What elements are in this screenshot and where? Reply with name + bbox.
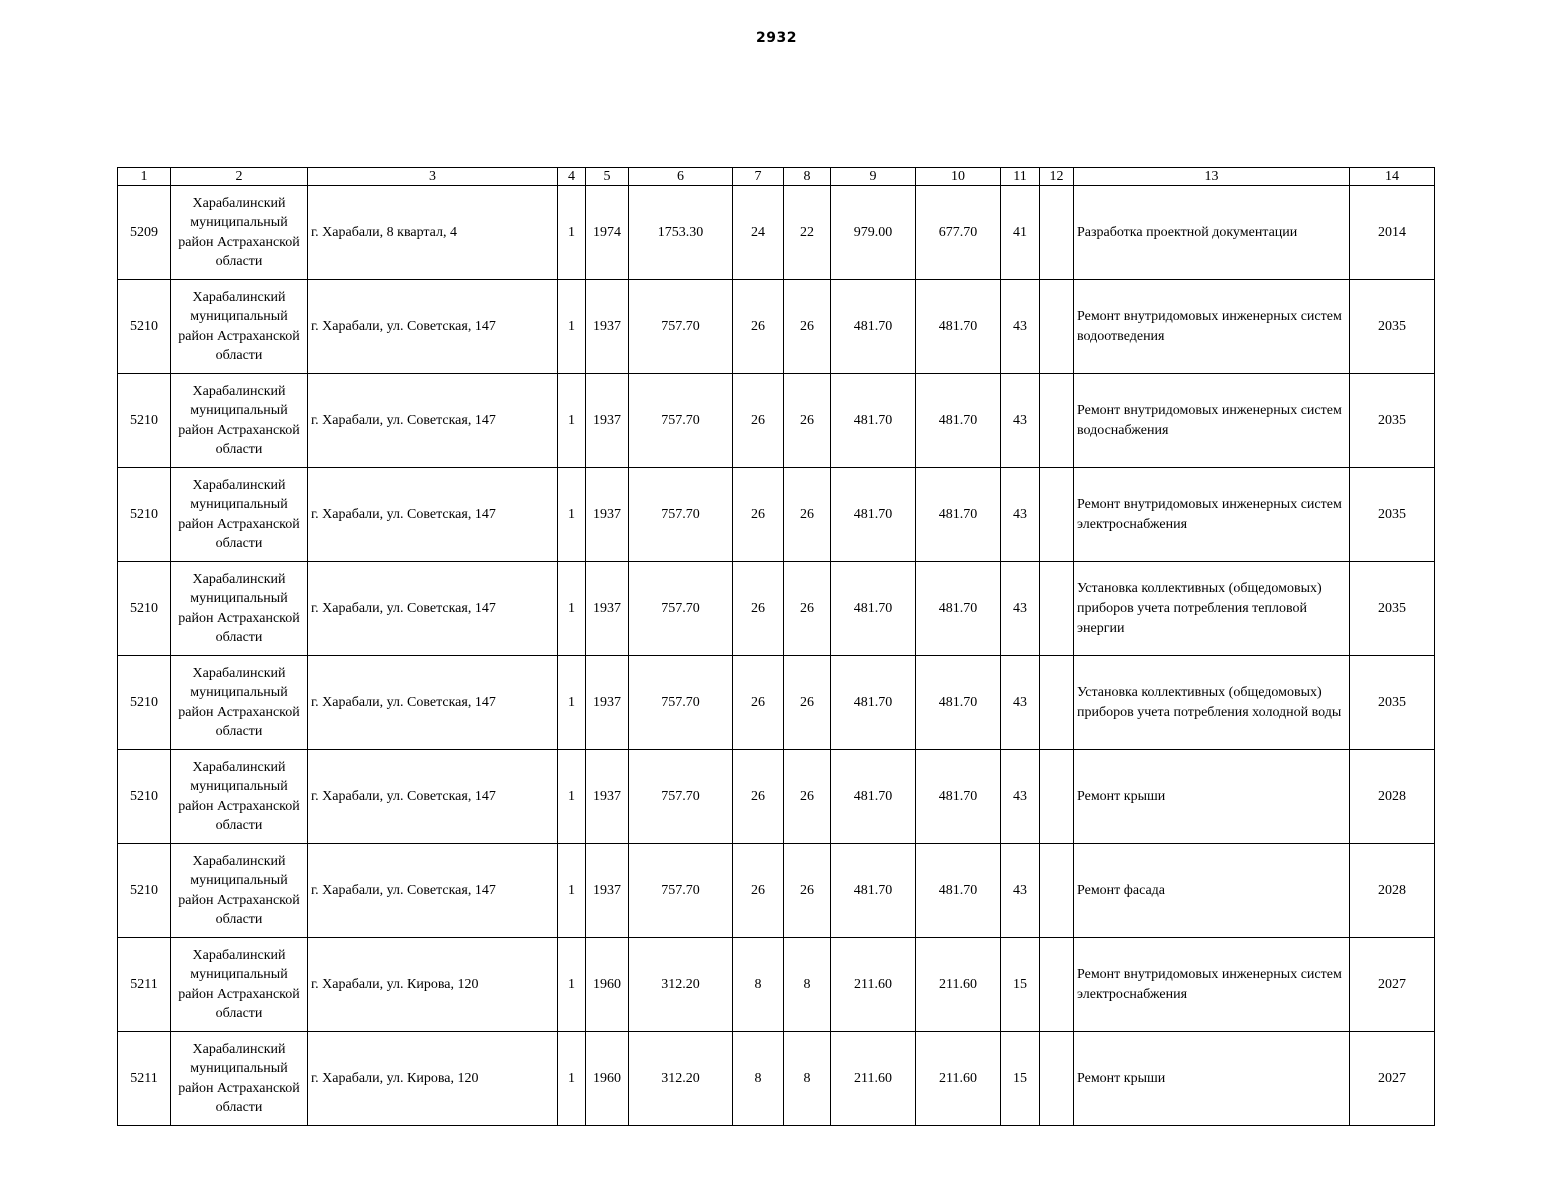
cell-col-11: 43	[1001, 656, 1040, 750]
column-header-11: 11	[1001, 168, 1040, 186]
cell-col-10: 481.70	[916, 656, 1001, 750]
cell-plan-year: 2028	[1350, 844, 1435, 938]
cell-area-total: 757.70	[629, 280, 733, 374]
cell-work-type: Ремонт внутридомовых инженерных систем водоотведения	[1074, 280, 1350, 374]
cell-address: г. Харабали, ул. Советская, 147	[308, 750, 558, 844]
table-row	[118, 750, 1435, 844]
cell-col-9: 481.70	[831, 374, 916, 468]
cell-area-total: 757.70	[629, 844, 733, 938]
cell-col-10: 481.70	[916, 468, 1001, 562]
cell-col-4: 1	[558, 750, 586, 844]
column-header-6: 6	[629, 168, 733, 186]
cell-plan-year: 2035	[1350, 468, 1435, 562]
cell-municipality: Харабалинский муниципальный район Астраханской области	[171, 938, 308, 1032]
cell-col-11: 43	[1001, 844, 1040, 938]
cell-municipality: Харабалинский муниципальный район Астраханской области	[171, 280, 308, 374]
cell-col-11: 43	[1001, 750, 1040, 844]
cell-work-type: Ремонт крыши	[1074, 1032, 1350, 1126]
cell-plan-year: 2014	[1350, 186, 1435, 280]
cell-col-4: 1	[558, 844, 586, 938]
cell-col-7: 8	[733, 938, 784, 1032]
cell-address: г. Харабали, ул. Советская, 147	[308, 280, 558, 374]
cell-area-total: 757.70	[629, 562, 733, 656]
column-header-2: 2	[171, 168, 308, 186]
cell-municipality: Харабалинский муниципальный район Астраханской области	[171, 186, 308, 280]
cell-col-10: 481.70	[916, 750, 1001, 844]
cell-col-9: 211.60	[831, 938, 916, 1032]
cell-col-4: 1	[558, 374, 586, 468]
cell-year: 1974	[586, 186, 629, 280]
cell-address: г. Харабали, 8 квартал, 4	[308, 186, 558, 280]
cell-year: 1937	[586, 750, 629, 844]
cell-id: 5210	[118, 280, 171, 374]
cell-col-12	[1040, 1032, 1074, 1126]
cell-col-11: 15	[1001, 1032, 1040, 1126]
cell-col-4: 1	[558, 1032, 586, 1126]
cell-year: 1937	[586, 280, 629, 374]
cell-col-4: 1	[558, 656, 586, 750]
cell-col-4: 1	[558, 186, 586, 280]
cell-municipality: Харабалинский муниципальный район Астраханской области	[171, 1032, 308, 1126]
table-row	[118, 280, 1435, 374]
cell-col-12	[1040, 844, 1074, 938]
cell-col-7: 26	[733, 280, 784, 374]
cell-work-type: Ремонт крыши	[1074, 750, 1350, 844]
table-header-row	[118, 168, 1435, 186]
registry-table	[117, 167, 1435, 1126]
cell-col-9: 211.60	[831, 1032, 916, 1126]
cell-year: 1937	[586, 562, 629, 656]
cell-work-type: Установка коллективных (общедомовых) приборов учета потребления холодной воды	[1074, 656, 1350, 750]
cell-id: 5210	[118, 468, 171, 562]
cell-col-9: 481.70	[831, 280, 916, 374]
cell-id: 5210	[118, 656, 171, 750]
cell-col-8: 22	[784, 186, 831, 280]
cell-municipality: Харабалинский муниципальный район Астраханской области	[171, 374, 308, 468]
cell-id: 5210	[118, 374, 171, 468]
cell-col-4: 1	[558, 280, 586, 374]
table-row	[118, 374, 1435, 468]
cell-municipality: Харабалинский муниципальный район Астраханской области	[171, 468, 308, 562]
cell-area-total: 757.70	[629, 750, 733, 844]
column-header-3: 3	[308, 168, 558, 186]
cell-address: г. Харабали, ул. Советская, 147	[308, 468, 558, 562]
cell-col-11: 43	[1001, 280, 1040, 374]
cell-address: г. Харабали, ул. Советская, 147	[308, 656, 558, 750]
cell-col-7: 26	[733, 656, 784, 750]
cell-plan-year: 2035	[1350, 374, 1435, 468]
cell-col-9: 481.70	[831, 750, 916, 844]
column-header-14: 14	[1350, 168, 1435, 186]
cell-plan-year: 2028	[1350, 750, 1435, 844]
table-row	[118, 656, 1435, 750]
cell-municipality: Харабалинский муниципальный район Астраханской области	[171, 656, 308, 750]
cell-year: 1937	[586, 844, 629, 938]
cell-col-7: 26	[733, 374, 784, 468]
cell-plan-year: 2035	[1350, 656, 1435, 750]
table-row	[118, 186, 1435, 280]
cell-col-11: 43	[1001, 562, 1040, 656]
page-number: 2932	[756, 30, 797, 46]
cell-col-9: 481.70	[831, 656, 916, 750]
cell-col-4: 1	[558, 938, 586, 1032]
cell-col-8: 26	[784, 844, 831, 938]
cell-col-10: 481.70	[916, 844, 1001, 938]
cell-col-8: 26	[784, 374, 831, 468]
cell-work-type: Ремонт внутридомовых инженерных систем электроснабжения	[1074, 938, 1350, 1032]
cell-address: г. Харабали, ул. Советская, 147	[308, 844, 558, 938]
cell-id: 5211	[118, 1032, 171, 1126]
cell-col-7: 8	[733, 1032, 784, 1126]
column-header-8: 8	[784, 168, 831, 186]
table-row	[118, 844, 1435, 938]
cell-col-12	[1040, 374, 1074, 468]
cell-col-8: 26	[784, 750, 831, 844]
cell-col-12	[1040, 468, 1074, 562]
cell-col-9: 481.70	[831, 562, 916, 656]
table-row	[118, 468, 1435, 562]
cell-col-7: 26	[733, 844, 784, 938]
cell-col-8: 8	[784, 1032, 831, 1126]
table-row	[118, 1032, 1435, 1126]
cell-work-type: Разработка проектной документации	[1074, 186, 1350, 280]
table-row	[118, 562, 1435, 656]
cell-col-10: 481.70	[916, 374, 1001, 468]
cell-work-type: Ремонт внутридомовых инженерных систем водоснабжения	[1074, 374, 1350, 468]
cell-col-11: 43	[1001, 468, 1040, 562]
cell-address: г. Харабали, ул. Кирова, 120	[308, 938, 558, 1032]
column-header-1: 1	[118, 168, 171, 186]
cell-id: 5211	[118, 938, 171, 1032]
cell-col-4: 1	[558, 468, 586, 562]
cell-col-12	[1040, 280, 1074, 374]
cell-col-7: 26	[733, 562, 784, 656]
cell-work-type: Ремонт внутридомовых инженерных систем электроснабжения	[1074, 468, 1350, 562]
cell-id: 5210	[118, 750, 171, 844]
cell-work-type: Ремонт фасада	[1074, 844, 1350, 938]
cell-plan-year: 2035	[1350, 280, 1435, 374]
cell-col-11: 15	[1001, 938, 1040, 1032]
cell-address: г. Харабали, ул. Советская, 147	[308, 562, 558, 656]
column-header-4: 4	[558, 168, 586, 186]
cell-area-total: 757.70	[629, 656, 733, 750]
cell-address: г. Харабали, ул. Советская, 147	[308, 374, 558, 468]
cell-year: 1937	[586, 374, 629, 468]
cell-col-8: 26	[784, 280, 831, 374]
column-header-13: 13	[1074, 168, 1350, 186]
cell-col-7: 26	[733, 468, 784, 562]
column-header-10: 10	[916, 168, 1001, 186]
cell-col-11: 41	[1001, 186, 1040, 280]
cell-address: г. Харабали, ул. Кирова, 120	[308, 1032, 558, 1126]
cell-col-9: 481.70	[831, 844, 916, 938]
column-header-9: 9	[831, 168, 916, 186]
column-header-12: 12	[1040, 168, 1074, 186]
cell-area-total: 757.70	[629, 468, 733, 562]
cell-plan-year: 2035	[1350, 562, 1435, 656]
cell-col-8: 26	[784, 656, 831, 750]
cell-col-8: 26	[784, 468, 831, 562]
cell-year: 1937	[586, 656, 629, 750]
cell-col-11: 43	[1001, 374, 1040, 468]
cell-area-total: 312.20	[629, 938, 733, 1032]
cell-col-7: 24	[733, 186, 784, 280]
cell-area-total: 312.20	[629, 1032, 733, 1126]
cell-municipality: Харабалинский муниципальный район Астраханской области	[171, 562, 308, 656]
cell-year: 1937	[586, 468, 629, 562]
cell-year: 1960	[586, 1032, 629, 1126]
cell-area-total: 1753.30	[629, 186, 733, 280]
cell-col-9: 979.00	[831, 186, 916, 280]
cell-col-12	[1040, 186, 1074, 280]
cell-col-9: 481.70	[831, 468, 916, 562]
cell-col-8: 8	[784, 938, 831, 1032]
cell-year: 1960	[586, 938, 629, 1032]
cell-id: 5209	[118, 186, 171, 280]
column-header-5: 5	[586, 168, 629, 186]
cell-col-12	[1040, 656, 1074, 750]
cell-col-12	[1040, 938, 1074, 1032]
cell-col-7: 26	[733, 750, 784, 844]
cell-col-10: 211.60	[916, 938, 1001, 1032]
cell-id: 5210	[118, 562, 171, 656]
cell-col-10: 481.70	[916, 562, 1001, 656]
cell-col-10: 481.70	[916, 280, 1001, 374]
cell-col-12	[1040, 750, 1074, 844]
cell-col-10: 211.60	[916, 1032, 1001, 1126]
cell-col-10: 677.70	[916, 186, 1001, 280]
cell-plan-year: 2027	[1350, 938, 1435, 1032]
column-header-7: 7	[733, 168, 784, 186]
cell-id: 5210	[118, 844, 171, 938]
cell-municipality: Харабалинский муниципальный район Астраханской области	[171, 844, 308, 938]
cell-col-12	[1040, 562, 1074, 656]
cell-municipality: Харабалинский муниципальный район Астраханской области	[171, 750, 308, 844]
cell-plan-year: 2027	[1350, 1032, 1435, 1126]
cell-work-type: Установка коллективных (общедомовых) приборов учета потребления тепловой энергии	[1074, 562, 1350, 656]
cell-area-total: 757.70	[629, 374, 733, 468]
cell-col-4: 1	[558, 562, 586, 656]
cell-col-8: 26	[784, 562, 831, 656]
table-row	[118, 938, 1435, 1032]
